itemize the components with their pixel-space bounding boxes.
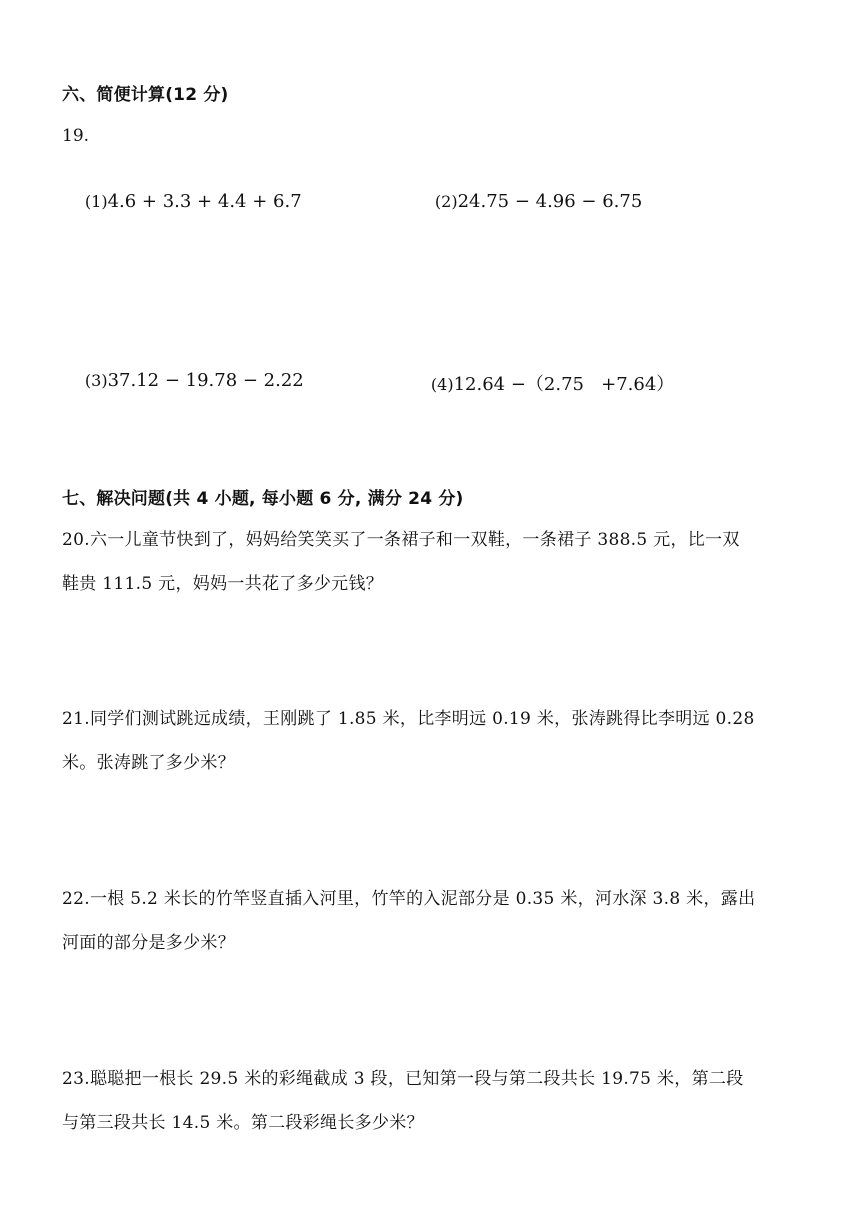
problem-21-line-2: 米。张涛跳了多少米？ [62, 753, 235, 773]
problem-22-line-2: 河面的部分是多少米？ [62, 933, 235, 953]
section-6-title: 六、简便计算(12 分) [62, 85, 229, 105]
calc-item-2 [412, 170, 642, 233]
calc-item-1 [62, 170, 302, 233]
problem-22-text-1: 一根 5.2 米长的竹竿竖直插入河里，竹竿的入泥部分是 0.35 米，河水深 3.8 米，露出 [89, 889, 756, 909]
calc-item-4 [408, 349, 674, 417]
problem-23-text-1: 聪聪把一根长 29.5 米的彩绳截成 3 段，已知第一段与第二段共长 19.75 米，第二段 [89, 1069, 744, 1089]
section-7-title: 七、解决问题(共 4 小题, 每小题 6 分, 满分 24 分) [62, 489, 464, 509]
problem-21-number: 21. [62, 709, 90, 729]
problem-22-line-1 [62, 877, 832, 921]
calc-item-1-label: (1) [84, 192, 108, 211]
problem-20-text-1: 六一儿童节快到了，妈妈给笑笑买了一条裙子和一双鞋，一条裙子 388.5 元，比一双 [89, 530, 740, 550]
calc-item-3 [62, 349, 304, 412]
problem-23 [62, 1057, 832, 1145]
problem-20-line-1 [62, 518, 832, 562]
problem-20 [62, 518, 832, 606]
problem-21-text-1: 同学们测试跳远成绩，王刚跳了 1.85 米，比李明远 0.19 米，张涛跳得比李明远 0.28 [89, 709, 755, 729]
problem-23-line-2: 与第三段共长 14.5 米。第二段彩绳长多少米？ [62, 1113, 424, 1133]
calc-item-4-expression: 12.64 −（2.75 +7.64） [453, 374, 675, 395]
problem-21 [62, 697, 832, 785]
calc-item-4-label: (4) [430, 375, 454, 394]
calc-item-1-expression: 4.6 + 3.3 + 4.4 + 6.7 [107, 191, 302, 212]
calc-item-2-label: (2) [434, 192, 458, 211]
calc-item-3-label: (3) [84, 371, 108, 390]
problem-22 [62, 877, 832, 965]
problem-20-number: 20. [62, 530, 90, 550]
problem-21-line-1 [62, 697, 832, 741]
calc-item-2-expression: 24.75 − 4.96 − 6.75 [457, 191, 643, 212]
problem-20-line-2: 鞋贵 111.5 元，妈妈一共花了多少元钱？ [62, 574, 384, 594]
problem-23-number: 23. [62, 1069, 90, 1089]
question-19-number: 19. [62, 126, 90, 146]
problem-22-number: 22. [62, 889, 90, 909]
problem-23-line-1 [62, 1057, 832, 1101]
calc-item-3-expression: 37.12 − 19.78 − 2.22 [107, 370, 304, 391]
